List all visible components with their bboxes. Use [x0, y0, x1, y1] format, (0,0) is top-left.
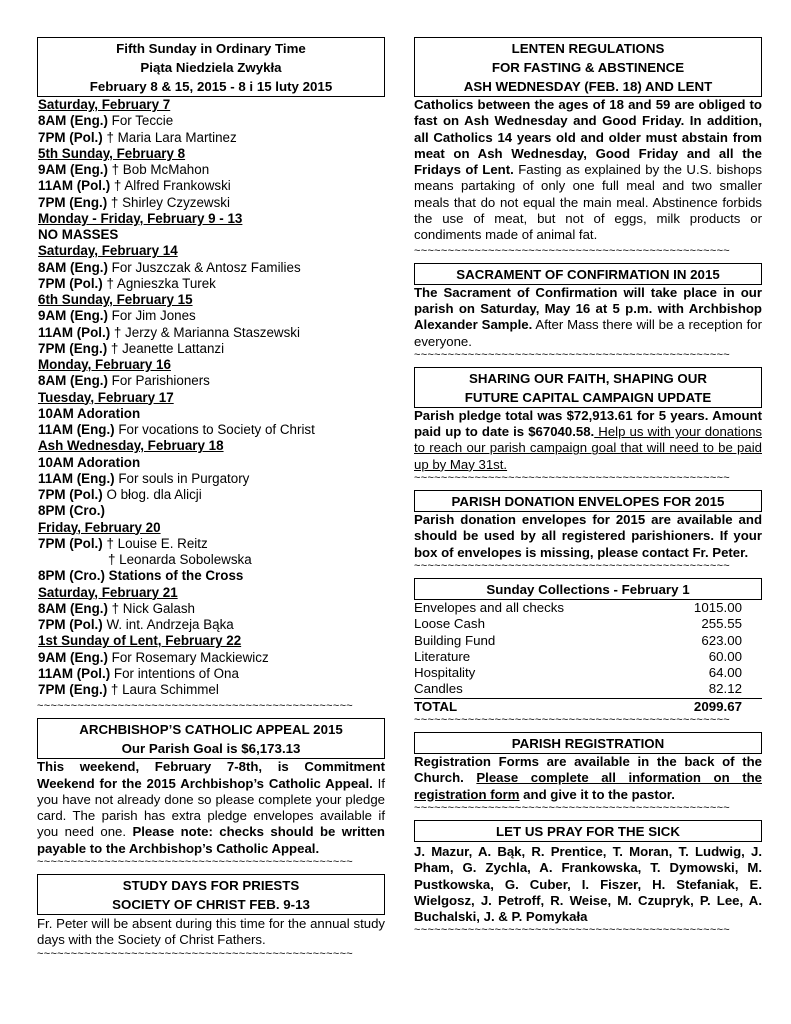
mass-intention: For intentions of Ona — [110, 665, 239, 681]
mass-time: 9AM (Eng.) — [38, 308, 108, 324]
collection-amount: 255.55 — [701, 616, 742, 632]
schedule-mass-entry — [38, 682, 385, 698]
mass-time: 11AM (Pol.) — [38, 324, 111, 340]
mass-intention: † Bob McMahon — [107, 162, 210, 177]
schedule-mass-entry — [38, 195, 385, 211]
mass-intention: For Teccie — [107, 113, 174, 129]
separator: ~~~~~~~~~~~~~~~~~~~~~~~~~~~~~~~~~~~~~~~~~~~~~~~ — [414, 245, 731, 257]
mass-intention: † Shirley Czyzewski — [107, 194, 230, 210]
collection-amount: 623.00 — [701, 632, 742, 648]
registration-header — [414, 732, 762, 754]
mass-time: 8AM (Eng.) — [38, 113, 108, 129]
schedule-day-heading: Saturday, February 14 — [38, 243, 178, 259]
sick-header — [414, 820, 762, 842]
mass-intention: For souls in Purgatory — [114, 470, 250, 486]
collection-label: Literature — [414, 648, 471, 664]
header-dates: February 8 & 15, 2015 - 8 i 15 luty 2015 — [89, 79, 333, 94]
left-column — [37, 37, 385, 960]
mass-intention: † Maria Lara Martinez — [102, 129, 237, 145]
schedule-note: 8PM (Cro.) — [38, 503, 105, 519]
mass-intention: † Agnieszka Turek — [102, 275, 216, 291]
mass-time: 7PM (Eng.) — [38, 682, 108, 697]
schedule-mass-entry — [38, 601, 385, 617]
separator: ~~~~~~~~~~~~~~~~~~~~~~~~~~~~~~~~~~~~~~~~~~~~~~~ — [414, 560, 731, 572]
mass-time: 11AM (Eng.) — [38, 470, 115, 486]
schedule-mass-entry — [38, 260, 385, 276]
mass-intention: For Juszczak & Antosz Families — [107, 259, 301, 275]
schedule-mass-entry — [38, 113, 385, 129]
schedule-mass-entry — [38, 666, 385, 682]
separator: ~~~~~~~~~~~~~~~~~~~~~~~~~~~~~~~~~~~~~~~~~~~~~~~ — [37, 701, 354, 713]
collection-row — [414, 649, 762, 665]
schedule-mass-entry — [38, 373, 385, 389]
study-days-subtitle: SOCIETY OF CHRIST FEB. 9-13 — [112, 897, 310, 913]
collection-label: Hospitality — [414, 665, 476, 681]
schedule-note: NO MASSES — [38, 227, 119, 242]
study-days-title: STUDY DAYS FOR PRIESTS — [122, 878, 300, 894]
collection-row — [414, 616, 762, 632]
mass-intention: † Laura Schimmel — [107, 682, 219, 697]
study-days-header — [37, 874, 385, 915]
separator: ~~~~~~~~~~~~~~~~~~~~~~~~~~~~~~~~~~~~~~~~~~~~~~~ — [37, 948, 354, 960]
collection-amount: 64.00 — [708, 665, 742, 681]
schedule-mass-entry — [38, 178, 385, 194]
collection-row — [414, 681, 762, 698]
separator: ~~~~~~~~~~~~~~~~~~~~~~~~~~~~~~~~~~~~~~~~~~~~~~~ — [414, 802, 731, 814]
collection-amount: 60.00 — [708, 648, 742, 664]
mass-time: 7PM (Pol.) — [38, 617, 103, 632]
schedule-note: 10AM Adoration — [38, 405, 141, 421]
total-label: TOTAL — [414, 698, 458, 714]
schedule-mass-entry — [38, 487, 385, 503]
mass-time: 11AM (Pol.) — [38, 665, 111, 681]
appeal-text: This weekend, February 7-8th, is Commitment Weekend for the 2015 Archbishop’s Catholic Appeal. If you have not already done so please complete your pledge card. The parish has extra pledge envelopes available if you need one. Please note: checks should be written payable to the Archbishop’s Catholic Appeal. — [37, 759, 385, 856]
mass-time: 8AM (Eng.) — [38, 600, 108, 616]
separator: ~~~~~~~~~~~~~~~~~~~~~~~~~~~~~~~~~~~~~~~~~~~~~~~ — [37, 857, 354, 869]
schedule-day-heading: Monday, February 16 — [38, 357, 171, 372]
lenten-text: Catholics between the ages of 18 and 59 are obliged to fast on Ash Wednesday and Good Friday. In addition, all Catholics 14 years old and older must abstain from meat on Ash Wednesday, Good Friday and all the Fridays of Lent. Fasting as explained by the U.S. bishops means partaking of only one full meal and two smaller meals that do not equal the main meal. Abstinence forbids the use of meat, but not of eggs, milk products or condiments made of animal fat. — [414, 97, 762, 243]
mass-time: 11AM (Eng.) — [38, 422, 115, 437]
campaign-header — [414, 367, 762, 408]
schedule-mass-entry — [38, 162, 385, 178]
mass-intention: † Nick Galash — [107, 600, 195, 616]
collection-label: Candles — [414, 681, 463, 697]
mass-time: 7PM (Eng.) — [38, 194, 108, 210]
header-title-english: Fifth Sunday in Ordinary Time — [116, 41, 306, 56]
schedule-mass-entry — [38, 650, 385, 666]
mass-time: 9AM (Eng.) — [38, 649, 108, 665]
schedule-day-heading: 5th Sunday, February 8 — [38, 145, 186, 161]
collection-row — [414, 600, 762, 616]
mass-time: 7PM (Pol.) — [38, 487, 103, 502]
mass-time: 9AM (Eng.) — [38, 162, 108, 177]
schedule-day-heading: Ash Wednesday, February 18 — [38, 438, 224, 454]
total-amount: 2099.67 — [693, 698, 742, 714]
mass-time: 11AM (Pol.) — [38, 178, 111, 194]
collections-header — [414, 578, 762, 600]
campaign-subtitle: FUTURE CAPITAL CAMPAIGN UPDATE — [464, 389, 712, 405]
study-days-text: Fr. Peter will be absent during this time for the annual study days with the Society of Christ Fathers. — [37, 916, 385, 948]
collections-title: Sunday Collections - February 1 — [486, 581, 690, 597]
envelopes-text: Parish donation envelopes for 2015 are available and should be used by all registered parishioners. If your box of envelopes is missing, please contact Fr. Peter. — [414, 512, 762, 560]
mass-intention: For Jim Jones — [107, 308, 196, 324]
schedule-mass-entry — [38, 536, 385, 552]
collection-amount: 82.12 — [708, 681, 742, 697]
mass-time: 8AM (Eng.) — [38, 259, 108, 275]
collection-label: Building Fund — [414, 632, 496, 648]
schedule-mass-entry — [38, 308, 385, 324]
schedule-day-heading: 1st Sunday of Lent, February 22 — [38, 633, 242, 649]
lenten-dates: ASH WEDNESDAY (FEB. 18) AND LENT — [463, 79, 713, 94]
schedule-day-heading: Saturday, February 7 — [38, 97, 171, 112]
schedule-day-heading: Saturday, February 21 — [38, 584, 178, 600]
sick-names: J. Mazur, A. Bąk, R. Prentice, T. Moran, T. Ludwig, J. Pham, G. Zychla, A. Frankowska, T. Dymowski, M. Pustkowska, G. Cuber, I. Fiszer, H. Stefaniak, E. Wielgosz, J. Petroff, R. Weise, M. Czupryk, P. Lee, A. Buchalski, J. & P. Pomykała — [414, 843, 762, 925]
schedule-mass-entry — [38, 325, 385, 341]
mass-time: 7PM (Pol.) — [38, 129, 103, 145]
campaign-title: SHARING OUR FAITH, SHAPING OUR — [469, 370, 707, 386]
collections-total-row — [414, 699, 762, 715]
mass-intention: For Rosemary Mackiewicz — [107, 649, 269, 665]
separator: ~~~~~~~~~~~~~~~~~~~~~~~~~~~~~~~~~~~~~~~~~~~~~~~ — [414, 473, 731, 485]
schedule-intention-continued: † Leonarda Sobolewska — [108, 552, 252, 567]
header-title-polish: Piąta Niedziela Zwykła — [140, 60, 282, 75]
schedule-day-heading: Tuesday, February 17 — [38, 389, 174, 405]
schedule-mass-entry — [38, 422, 385, 438]
mass-intention: † Jerzy & Marianna Staszewski — [110, 324, 300, 340]
appeal-header — [37, 718, 385, 759]
sick-title: LET US PRAY FOR THE SICK — [496, 823, 680, 839]
registration-text: Registration Forms are available in the back of the Church. Please complete all information on the registration form and give it to the pastor. — [414, 754, 762, 802]
campaign-text: Parish pledge total was $72,913.61 for 5 years. Amount paid up to date is $67040.58. Help us with your donations to reach our parish campaign goal that will need to be paid up by May 31st. — [414, 407, 762, 472]
collection-amount: 1015.00 — [693, 599, 742, 615]
collection-label: Envelopes and all checks — [414, 599, 565, 615]
confirmation-title: SACRAMENT OF CONFIRMATION IN 2015 — [456, 266, 720, 282]
schedule-day-heading: 6th Sunday, February 15 — [38, 292, 193, 307]
schedule-mass-entry — [38, 130, 385, 146]
lenten-header — [414, 37, 762, 97]
registration-title: PARISH REGISTRATION — [511, 736, 665, 752]
schedule-mass-entry — [38, 617, 385, 633]
separator: ~~~~~~~~~~~~~~~~~~~~~~~~~~~~~~~~~~~~~~~~~~~~~~~ — [414, 925, 731, 937]
lenten-subtitle: FOR FASTING & ABSTINENCE — [491, 60, 685, 75]
mass-intention: † Jeanette Lattanzi — [107, 340, 225, 356]
collection-row — [414, 633, 762, 649]
appeal-goal: Our Parish Goal is $6,173.13 — [121, 741, 301, 757]
mass-intention: W. int. Andrzeja Bąka — [102, 617, 234, 632]
appeal-title: ARCHBISHOP’S CATHOLIC APPEAL 2015 — [79, 722, 343, 738]
lenten-title: LENTEN REGULATIONS — [511, 41, 665, 56]
mass-intention: For vocations to Society of Christ — [114, 422, 315, 437]
separator: ~~~~~~~~~~~~~~~~~~~~~~~~~~~~~~~~~~~~~~~~~~~~~~~ — [414, 349, 731, 361]
mass-time: 7PM (Eng.) — [38, 340, 108, 356]
schedule-mass-entry — [38, 471, 385, 487]
mass-time: 7PM (Pol.) — [38, 535, 103, 551]
mass-intention: † Louise E. Reitz — [102, 535, 208, 551]
collection-row — [414, 665, 762, 681]
separator: ~~~~~~~~~~~~~~~~~~~~~~~~~~~~~~~~~~~~~~~~~~~~~~~ — [414, 715, 731, 727]
mass-intention: † Alfred Frankowski — [110, 178, 231, 194]
schedule-day-heading: Friday, February 20 — [38, 519, 161, 535]
mass-intention: For Parishioners — [107, 373, 210, 389]
confirmation-text: The Sacrament of Confirmation will take place in our parish on Saturday, May 16 at 5 p.m. with Archbishop Alexander Sample. After Mass there will be a reception for everyone. — [414, 284, 762, 349]
mass-time: 7PM (Pol.) — [38, 275, 103, 291]
schedule-day-heading: Monday - Friday, February 9 - 13 — [38, 210, 243, 226]
envelopes-title: PARISH DONATION ENVELOPES FOR 2015 — [451, 494, 725, 510]
collections-table — [414, 600, 762, 715]
collection-label: Loose Cash — [414, 616, 485, 632]
mass-time: 8AM (Eng.) — [38, 373, 108, 389]
schedule-mass-entry — [38, 276, 385, 292]
schedule-mass-entry — [38, 341, 385, 357]
schedule-note: 10AM Adoration — [38, 454, 141, 470]
mass-schedule-header — [37, 37, 385, 97]
right-column — [414, 37, 762, 936]
mass-intention: O błog. dla Alicji — [102, 487, 202, 502]
confirmation-header — [414, 263, 762, 285]
schedule-note: 8PM (Cro.) Stations of the Cross — [38, 568, 244, 584]
envelopes-header — [414, 490, 762, 512]
mass-schedule — [37, 97, 385, 698]
